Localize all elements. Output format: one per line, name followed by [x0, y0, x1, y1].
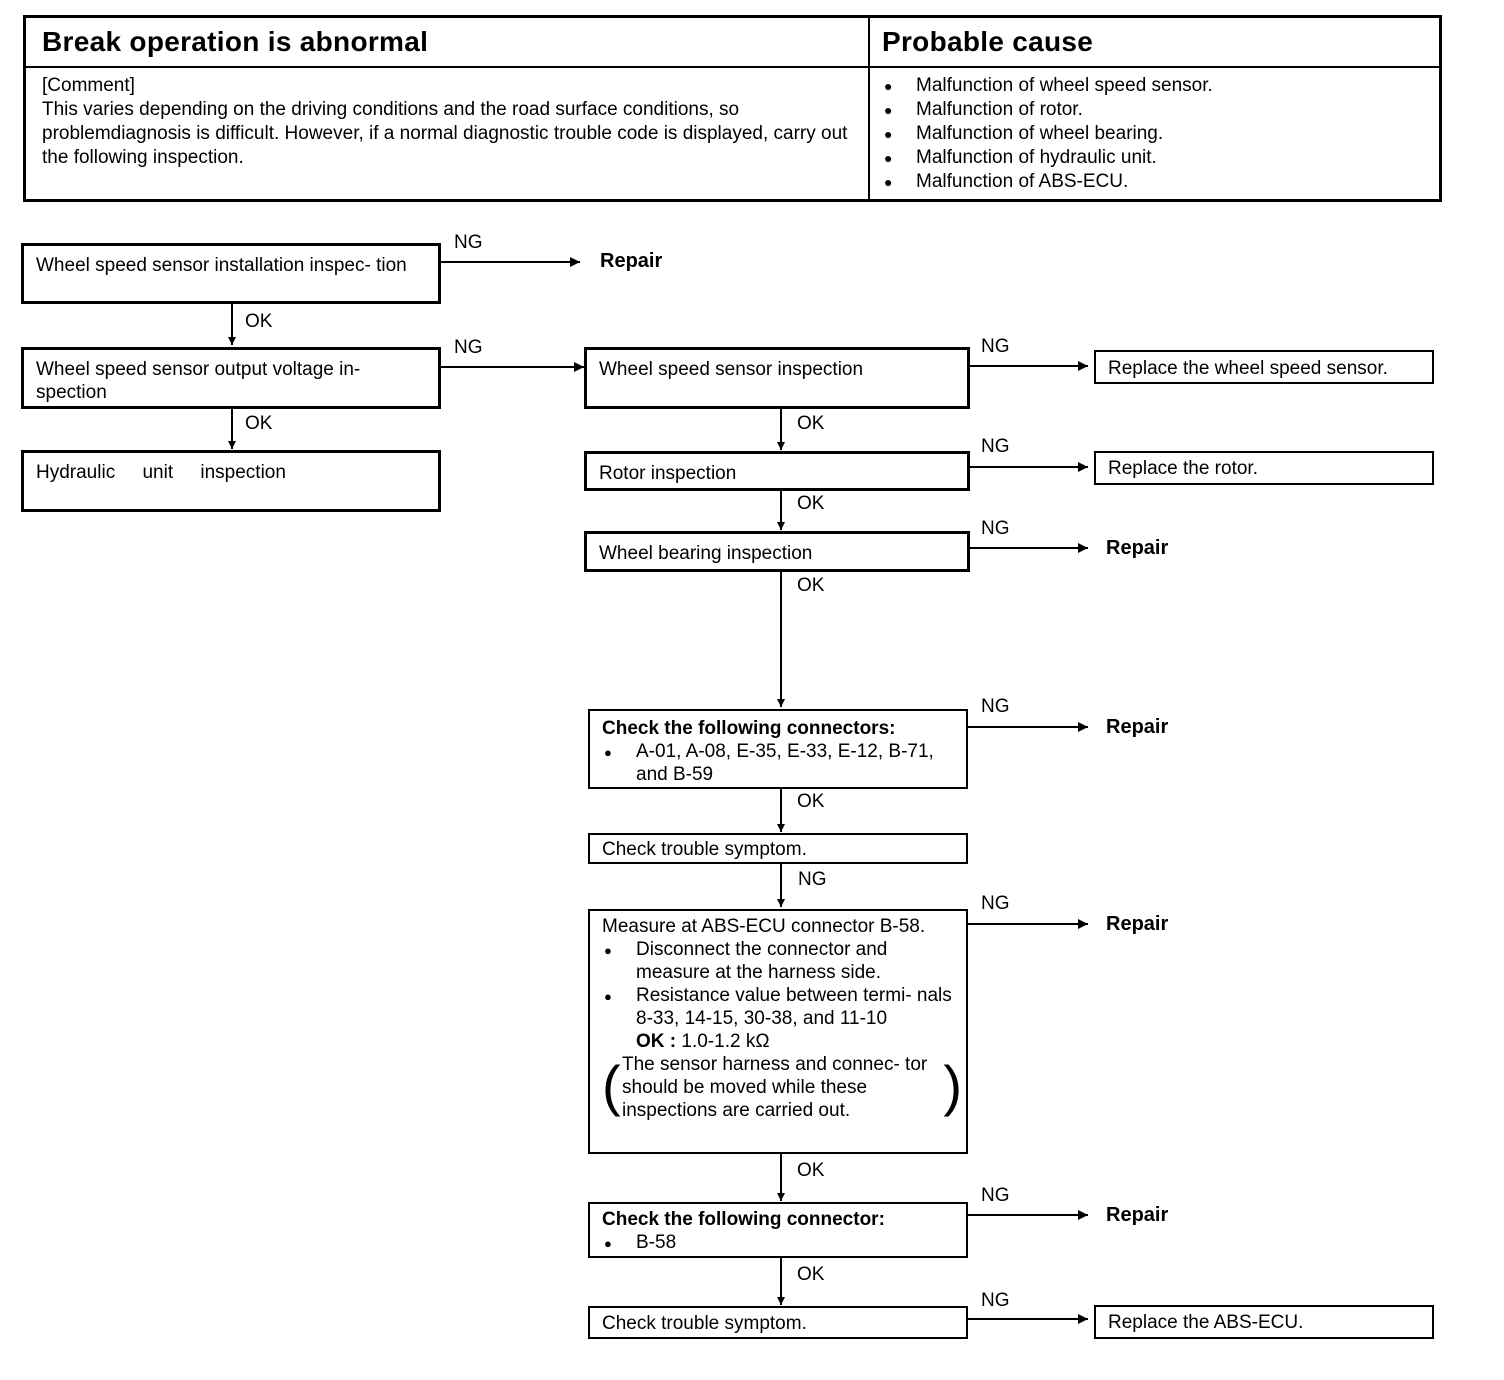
ok-label: OK: [797, 575, 825, 596]
connector-title: Check the following connector:: [602, 1209, 885, 1230]
measure-ok-label: OK :: [636, 1031, 677, 1052]
ok-label: OK: [245, 413, 273, 434]
measure-bullet-disconnect: ● Disconnect the connector and measure at the harness side.: [602, 938, 954, 984]
outcome-replace-rotor: [1094, 451, 1434, 485]
step-sensor-label: Wheel speed sensor inspection: [599, 359, 864, 380]
step-install-inspection-label: Wheel speed sensor installation inspec- tion: [36, 255, 407, 276]
outcome-repair-bearing: Repair: [1106, 537, 1169, 559]
outcome-repair-measure: Repair: [1106, 913, 1169, 935]
ok-label: OK: [797, 413, 825, 434]
probable-cause-title: Probable cause: [882, 26, 1094, 57]
outcome-replace-sensor: [1094, 350, 1434, 384]
ok-label: OK: [797, 1264, 825, 1285]
ng-label: NG: [981, 336, 1010, 357]
measure-ok-value: 1.0-1.2 kΩ: [681, 1031, 770, 1052]
ok-label: OK: [797, 791, 825, 812]
ng-label: NG: [981, 696, 1010, 717]
ng-label: NG: [454, 232, 483, 253]
connectors-title: Check the following connectors:: [602, 718, 896, 739]
paren-right: ): [943, 1054, 962, 1117]
replace-rotor-label: Replace the rotor.: [1108, 458, 1258, 479]
step-hydraulic-label: Hydraulic unit inspection: [36, 462, 286, 483]
symptom-check-1-label: Check trouble symptom.: [602, 839, 807, 860]
step-bearing-inspection: [584, 531, 970, 572]
symptom-title: Break operation is abnormal: [42, 26, 429, 57]
measure-title: Measure at ABS-ECU connector B-58.: [602, 916, 926, 937]
paren-left: (: [602, 1054, 621, 1117]
outcome-repair-connectors: Repair: [1106, 716, 1169, 738]
replace-ecu-label: Replace the ABS-ECU.: [1108, 1312, 1304, 1333]
step-rotor-label: Rotor inspection: [599, 463, 737, 484]
step-check-connectors: [588, 709, 968, 789]
ok-label: OK: [797, 493, 825, 514]
ng-label: NG: [981, 436, 1010, 457]
cause-item: ● Malfunction of wheel speed sensor.: [882, 74, 1213, 98]
cause-item: ● Malfunction of rotor.: [882, 98, 1213, 122]
cause-item: ● Malfunction of wheel bearing.: [882, 122, 1213, 146]
step-check-symptom-2: [588, 1306, 968, 1339]
ok-label: OK: [245, 311, 273, 332]
ng-label: NG: [981, 518, 1010, 539]
measure-note-text: The sensor harness and connec- tor should be moved while these inspections are carried out.: [622, 1054, 928, 1121]
step-rotor-inspection: [584, 451, 970, 491]
cause-item: ● Malfunction of hydraulic unit.: [882, 146, 1213, 170]
step-hydraulic-inspection: [21, 450, 441, 512]
measure-bullet-resistance: ● Resistance value between termi- nals 8-33, 14-15, 30-38, and 11-10: [602, 984, 954, 1030]
measure-note: [602, 1053, 962, 1122]
ng-label: NG: [981, 1185, 1010, 1206]
measure-ok-spec: [602, 1030, 954, 1053]
step-check-connector: [588, 1202, 968, 1258]
step-sensor-inspection: [584, 347, 970, 409]
outcome-repair-install: Repair: [600, 250, 663, 272]
outcome-replace-ecu: [1094, 1305, 1434, 1339]
connector-item: ● B-58: [602, 1231, 954, 1254]
outcome-repair-connector: Repair: [1106, 1204, 1169, 1226]
step-output-voltage-label: Wheel speed sensor output voltage in- spection: [36, 359, 361, 403]
cause-item: ● Malfunction of ABS-ECU.: [882, 170, 1213, 194]
ok-label: OK: [797, 1160, 825, 1181]
ng-label: NG: [981, 1290, 1010, 1311]
ng-label: NG: [981, 893, 1010, 914]
symptom-check-2-label: Check trouble symptom.: [602, 1313, 807, 1334]
ng-label: NG: [798, 869, 827, 890]
connectors-list: ● A-01, A-08, E-35, E-33, E-12, B-71, and B-59: [602, 740, 954, 786]
step-install-inspection: [21, 243, 441, 304]
comment-text: This varies depending on the driving conditions and the road surface conditions, so problemdiagnosis is difficult. However, if a normal diagnostic trouble code is displayed, carry out the following inspection.: [42, 99, 848, 168]
ng-label: NG: [454, 337, 483, 358]
replace-sensor-label: Replace the wheel speed sensor.: [1108, 358, 1388, 379]
step-measure-ecu: [588, 909, 968, 1154]
step-output-voltage-inspection: [21, 347, 441, 409]
step-check-symptom-1: [588, 833, 968, 864]
step-bearing-label: Wheel bearing inspection: [599, 543, 813, 564]
comment-label: [Comment]: [42, 75, 135, 96]
